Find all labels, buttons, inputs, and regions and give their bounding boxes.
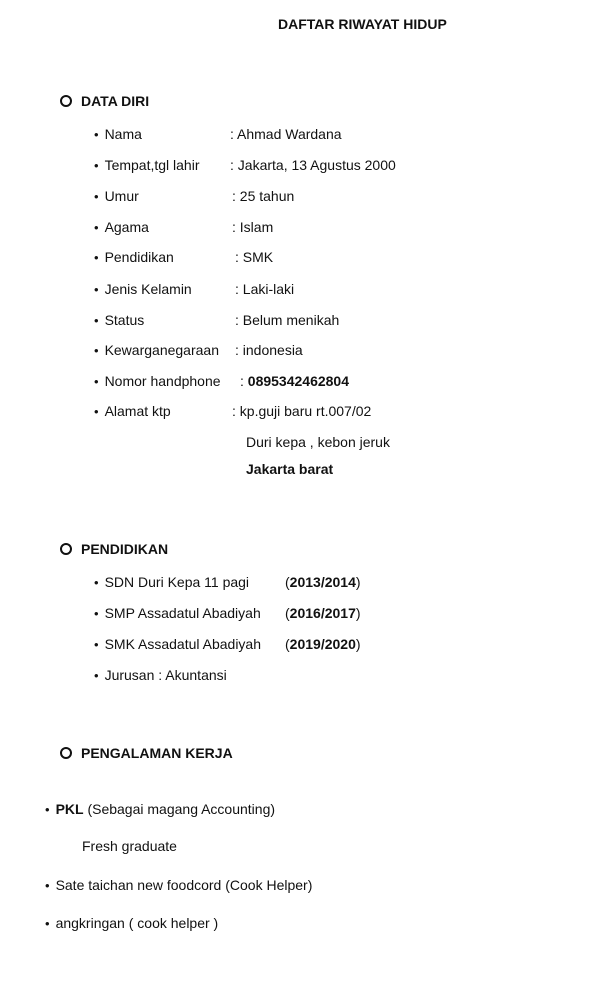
bullet-icon: • xyxy=(94,313,99,328)
circle-bullet-icon xyxy=(60,747,72,759)
row-value: : Laki-laki xyxy=(235,281,295,297)
row-label: Agama xyxy=(104,219,149,235)
school-year: (2013/2014) xyxy=(285,574,361,590)
school-name: SDN Duri Kepa 11 pagi xyxy=(104,574,250,590)
bullet-icon: • xyxy=(94,189,99,204)
section-heading-label: PENGALAMAN KERJA xyxy=(81,745,233,761)
bullet-icon: • xyxy=(45,802,50,817)
experience-item-angkringan xyxy=(45,915,218,931)
bullet-icon: • xyxy=(94,343,99,358)
row-label: Status xyxy=(104,312,145,328)
row-value: : Islam xyxy=(232,219,274,235)
address-line-3: Jakarta barat xyxy=(246,461,334,477)
experience-text: Sate taichan new foodcord (Cook Helper) xyxy=(55,877,313,893)
bullet-icon: • xyxy=(45,878,50,893)
circle-bullet-icon xyxy=(60,543,72,555)
data-row-nomor-handphone xyxy=(94,373,221,389)
section-heading-label: PENDIDIKAN xyxy=(81,541,169,557)
data-row-nama xyxy=(94,126,142,142)
pkl-label: PKL xyxy=(55,801,84,817)
address-line-2: Duri kepa , kebon jeruk xyxy=(246,434,390,450)
phone-number: 0895342462804 xyxy=(247,373,350,389)
row-label: Umur xyxy=(104,188,139,204)
section-heading-pengalaman xyxy=(60,745,233,761)
bullet-icon: • xyxy=(94,404,99,419)
data-row-status xyxy=(94,312,144,328)
circle-bullet-icon xyxy=(60,95,72,107)
row-value xyxy=(240,373,349,389)
school-name: SMP Assadatul Abadiyah xyxy=(104,605,261,621)
school-year: (2016/2017) xyxy=(285,605,361,621)
data-row-kewarganegaraan xyxy=(94,342,219,358)
bullet-icon: • xyxy=(94,158,99,173)
bullet-icon: • xyxy=(94,575,99,590)
row-value: : SMK xyxy=(235,249,274,265)
experience-text: angkringan ( cook helper ) xyxy=(55,915,219,931)
data-row-alamat xyxy=(94,403,171,419)
value-prefix: : xyxy=(240,373,248,389)
bullet-icon: • xyxy=(94,668,99,683)
bullet-icon: • xyxy=(94,282,99,297)
bullet-icon: • xyxy=(94,637,99,652)
education-item xyxy=(94,574,249,590)
data-row-ttl xyxy=(94,157,200,173)
education-item xyxy=(94,605,261,621)
row-value: : Jakarta, 13 Agustus 2000 xyxy=(230,157,396,173)
education-jurusan xyxy=(94,667,227,683)
row-value: : indonesia xyxy=(235,342,303,358)
experience-item-sate xyxy=(45,877,312,893)
row-label: Nama xyxy=(104,126,142,142)
year-value: 2019/2020 xyxy=(289,636,356,652)
data-row-umur xyxy=(94,188,139,204)
row-value: : 25 tahun xyxy=(232,188,295,204)
bullet-icon: • xyxy=(45,916,50,931)
school-year: (2019/2020) xyxy=(285,636,361,652)
data-row-agama xyxy=(94,219,149,235)
row-value: : Ahmad Wardana xyxy=(230,126,342,142)
row-label: Kewarganegaraan xyxy=(104,342,219,358)
row-label: Jenis Kelamin xyxy=(104,281,192,297)
row-label: Nomor handphone xyxy=(104,373,221,389)
bullet-icon: • xyxy=(94,220,99,235)
experience-item-pkl xyxy=(45,801,275,817)
row-value: : Belum menikah xyxy=(235,312,340,328)
row-label: Alamat ktp xyxy=(104,403,171,419)
education-item xyxy=(94,636,261,652)
school-name: SMK Assadatul Abadiyah xyxy=(104,636,261,652)
row-value: : kp.guji baru rt.007/02 xyxy=(232,403,372,419)
bullet-icon: • xyxy=(94,606,99,621)
section-heading-pendidikan xyxy=(60,541,168,557)
year-value: 2013/2014 xyxy=(289,574,356,590)
row-label: Pendidikan xyxy=(104,249,174,265)
pkl-description: (Sebagai magang Accounting) xyxy=(83,801,276,817)
document-title: DAFTAR RIWAYAT HIDUP xyxy=(278,16,447,32)
year-value: 2016/2017 xyxy=(289,605,356,621)
data-row-pendidikan xyxy=(94,249,174,265)
section-heading-data-diri xyxy=(60,93,149,109)
section-heading-label: DATA DIRI xyxy=(81,93,150,109)
data-row-jenis-kelamin xyxy=(94,281,192,297)
bullet-icon: • xyxy=(94,127,99,142)
bullet-icon: • xyxy=(94,250,99,265)
jurusan-text: Jurusan : Akuntansi xyxy=(104,667,227,683)
fresh-graduate-text: Fresh graduate xyxy=(82,838,177,854)
row-label: Tempat,tgl lahir xyxy=(104,157,200,173)
bullet-icon: • xyxy=(94,374,99,389)
